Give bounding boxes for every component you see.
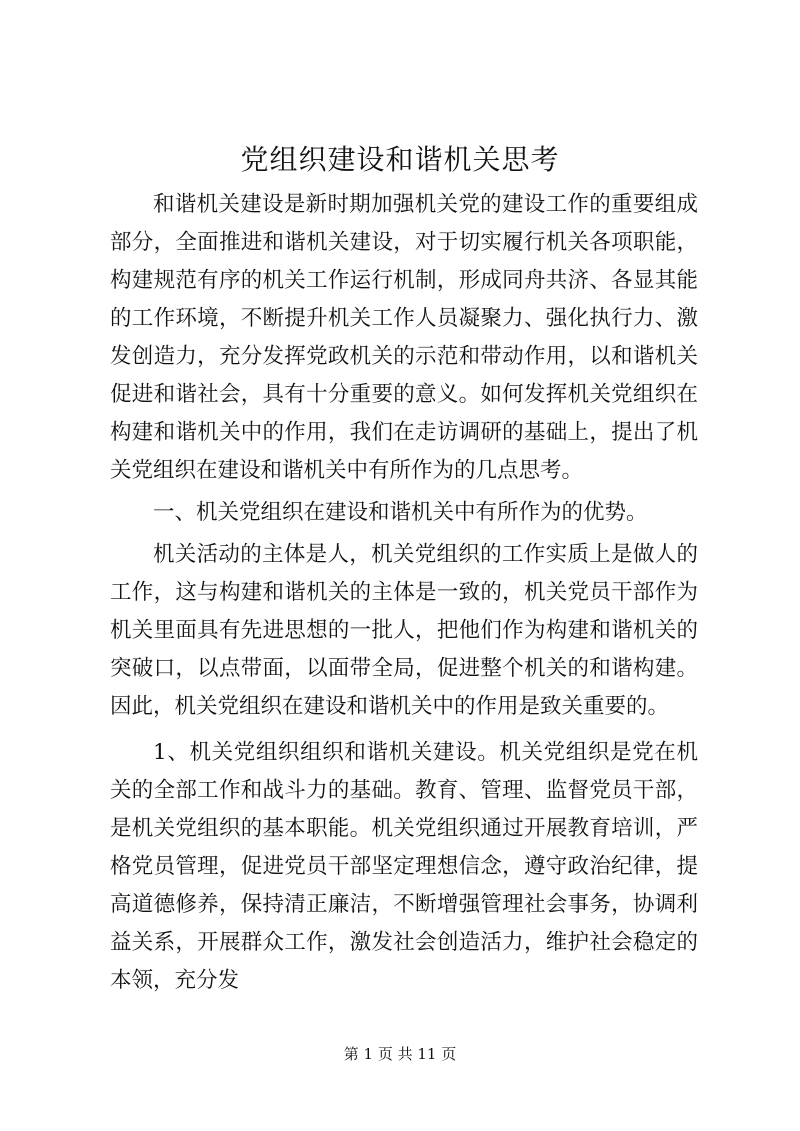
paragraph-intro: 和谐机关建设是新时期加强机关党的建设工作的重要组成部分，全面推进和谐机关建设，对于切实履行机关各项职能，构建规范有序的机关工作运行机制，形成同舟共济、各显其能的工作环境，不断提升机关工作人员凝聚力、强化执行力、激发创造力，充分发挥党政机关的示范和带动作用，以和谐机关促进和谐社会，具有十分重要的意义。如何发挥机关党组织在构建和谐机关中的作用，我们在走访调研的基础上，提出了机关党组织在建设和谐机关中有所作为的几点思考。	[110, 192, 698, 483]
paragraph-advantage: 机关活动的主体是人，机关党组织的工作实质上是做人的工作，这与构建和谐机关的主体是一致的，机关党员干部作为机关里面具有先进思想的一批人，把他们作为构建和谐机关的突破口，以点带面，以面带全局，促进整个机关的和谐构建。因此，机关党组织在建设和谐机关中的作用是致关重要的。	[110, 542, 698, 719]
paragraph-point-1: 1、机关党组织组织和谐机关建设。机关党组织是党在机关的全部工作和战斗力的基础。教育、管理、监督党员干部，是机关党组织的基本职能。机关党组织通过开展教育培训，严格党员管理，促进党员干部坚定理想信念，遵守政治纪律，提高道德修养，保持清正廉洁，不断增强管理社会事务，协调利益关系，开展群众工作，激发社会创造活力，维护社会稳定的本领，充分发	[110, 740, 698, 993]
page-footer: 第 1 页 共 11 页	[343, 1045, 457, 1063]
section-heading: 一、机关党组织在建设和谐机关中有所作为的优势。	[153, 500, 648, 525]
document-title: 党组织建设和谐机关思考	[240, 143, 560, 176]
document-body	[110, 186, 698, 1000]
